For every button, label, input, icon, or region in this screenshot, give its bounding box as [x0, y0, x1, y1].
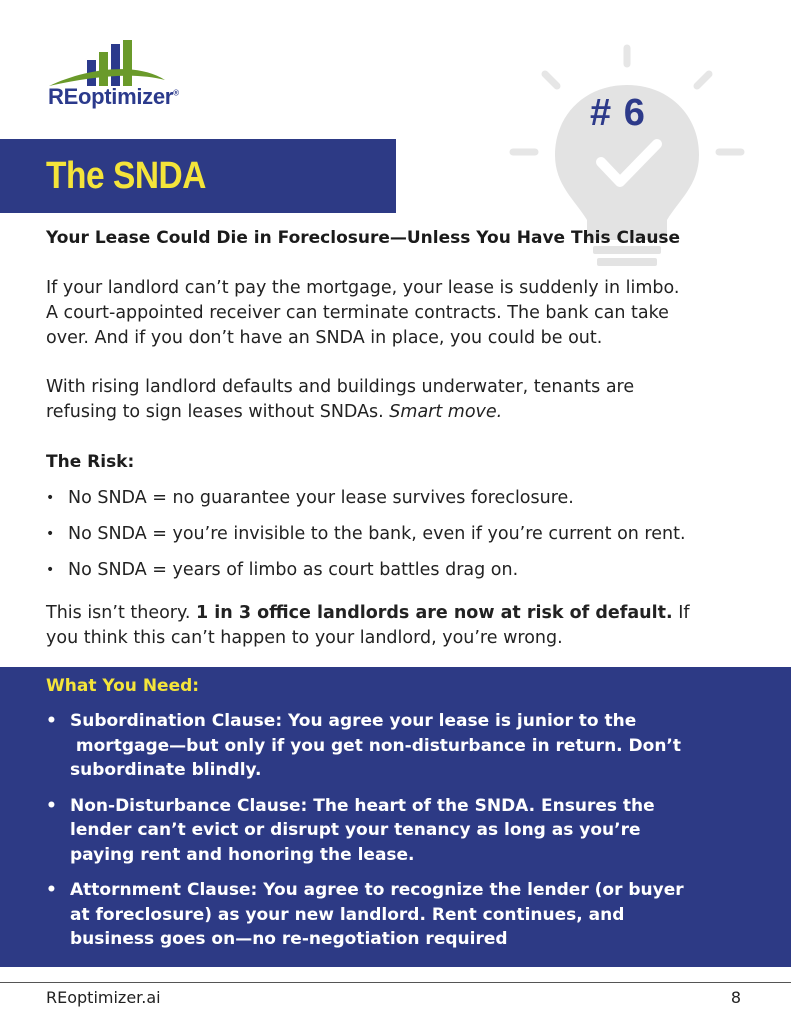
need-line: paying rent and honoring the lease.: [70, 844, 415, 865]
logo-suffix: optimizer: [77, 84, 174, 109]
logo-wordmark: [48, 84, 179, 110]
need-line: subordinate blindly.: [70, 760, 262, 780]
context-emphasis: Smart move.: [389, 402, 503, 422]
intro-paragraph: [46, 276, 746, 351]
warning-tail: If: [672, 603, 690, 623]
need-line: business goes on—no re-negotiation required: [70, 929, 508, 949]
list-item: • No SNDA = years of limbo as court battles drag on.: [46, 558, 686, 594]
list-item: • No SNDA = you’re invisible to the bank, even if you’re current on rent.: [46, 522, 686, 558]
intro-line: A court-appointed receiver can terminate contracts. The bank can take: [46, 303, 669, 323]
warning-stat: 1 in 3 office landlords are now at risk of default.: [196, 603, 673, 623]
risk-heading: The Risk:: [46, 452, 135, 472]
warning-lead: This isn’t theory.: [46, 603, 196, 623]
need-line: • Non-Disturbance Clause: The heart of the SNDA. Ensures the: [70, 795, 655, 816]
warning-paragraph: [46, 601, 746, 651]
subheading: Your Lease Could Die in Foreclosure—Unless You Have This Clause: [46, 228, 681, 248]
list-item: [46, 709, 766, 783]
needs-heading: What You Need:: [46, 676, 200, 696]
page-number: 8: [730, 988, 741, 1007]
context-line-1: With rising landlord defaults and buildings underwater, tenants are: [46, 377, 635, 397]
list-item: • No SNDA = no guarantee your lease survives foreclosure.: [46, 486, 686, 522]
lightbulb-icon: [505, 40, 750, 285]
need-line: • Subordination Clause: You agree your lease is junior to the: [70, 711, 637, 731]
context-paragraph: [46, 375, 746, 425]
list-item: [46, 878, 766, 952]
logo-prefix: RE: [48, 84, 78, 109]
logo-registered-mark: ®: [173, 88, 179, 98]
context-line-2: refusing to sign leases without SNDAs.: [46, 402, 390, 422]
need-line: • Attornment Clause: You agree to recognize the lender (or buyer: [70, 880, 684, 900]
page-title: The SNDA: [46, 155, 206, 197]
risk-list: [46, 486, 686, 594]
footer-site: REoptimizer.ai: [46, 988, 161, 1007]
section-number-badge: # 6: [590, 92, 646, 134]
title-bar: [0, 139, 396, 213]
warning-line-2: you think this can’t happen to your landlord, you’re wrong.: [46, 628, 563, 648]
need-line: mortgage—but only if you get non-disturbance in return. Don’t: [70, 735, 682, 756]
need-line: at foreclosure) as your new landlord. Rent continues, and: [70, 904, 625, 925]
needs-list: [46, 709, 766, 963]
intro-line: If your landlord can’t pay the mortgage, your lease is suddenly in limbo.: [46, 278, 680, 298]
footer-divider: [0, 982, 791, 983]
need-line: lender can’t evict or disrupt your tenancy as long as you’re: [70, 820, 641, 840]
list-item: [46, 794, 766, 868]
intro-line: over. And if you don’t have an SNDA in place, you could be out.: [46, 328, 603, 348]
